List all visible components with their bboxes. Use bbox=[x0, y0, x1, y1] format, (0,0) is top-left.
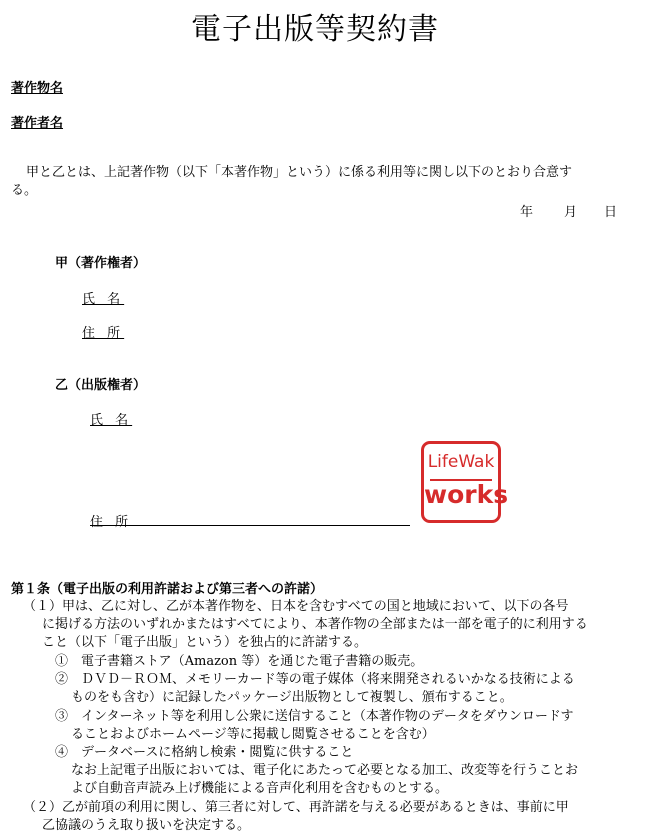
intro-line-2: る。 bbox=[11, 183, 38, 198]
article-1-item-4: ④ データベースに格納し検索・閲覧に供すること bbox=[55, 745, 354, 760]
party-b-address-line bbox=[90, 525, 410, 526]
article-1-p2-line-1: （２）乙が前項の利用に関し、第三者に対して、再許諾を与える必要があるときは、事前に甲 bbox=[23, 800, 569, 815]
party-b-name-label: 氏 名 bbox=[90, 413, 133, 428]
article-1-item-1: ① 電子書籍ストア（Amazon 等）を通じた電子書籍の販売。 bbox=[55, 654, 424, 669]
work-title-label: 著作物名 bbox=[11, 81, 64, 96]
article-1-p1-line-1: （１）甲は、乙に対し、乙が本著作物を、日本を含むすべての国と地域において、以下の各号 bbox=[23, 599, 569, 614]
intro-line-1: 甲と乙とは、上記著作物（以下「本著作物」という）に係る利用等に関し以下のとおり合意す bbox=[26, 165, 573, 180]
stamp-line-1: LifeWak bbox=[427, 452, 495, 472]
article-1-item-3-line-2: ることおよびホームページ等に掲載し閲覧させることを含む） bbox=[71, 727, 435, 742]
article-1-note-line-1: なお上記電子出版においては、電子化にあたって必要となる加工、改変等を行うことお bbox=[71, 763, 579, 778]
article-1-p1-line-2: に掲げる方法のいずれかまたはすべてにより、本著作物の全部または一部を電子的に利用する bbox=[42, 617, 588, 632]
date-day: 日 bbox=[604, 205, 618, 220]
article-1-heading: 第１条（電子出版の利用許諾および第三者への許諾） bbox=[11, 582, 324, 597]
document-title: 電子出版等契約書 bbox=[191, 12, 439, 47]
party-a-name-label: 氏 名 bbox=[82, 292, 125, 307]
article-1-item-2-line-2: ものをも含む）に記録したパッケージ出版物として複製し、頒布すること。 bbox=[71, 690, 513, 705]
article-1-item-2-line-1: ② ＤＶＤ－ＲＯＭ、メモリーカード等の電子媒体（将来開発されるいかなる技術による bbox=[55, 672, 575, 687]
article-1-item-3-line-1: ③ インターネット等を利用し公衆に送信すること（本著作物のデータをダウンロードす bbox=[55, 709, 574, 724]
article-1-p1-line-3: こと（以下「電子出版」という）を独占的に許諾する。 bbox=[42, 635, 368, 650]
party-a-heading: 甲（著作権者） bbox=[55, 256, 147, 271]
date-month: 月 bbox=[564, 205, 578, 220]
party-a-address-label: 住 所 bbox=[82, 326, 125, 341]
party-b-heading: 乙（出版権者） bbox=[55, 378, 147, 393]
stamp-line-2: works bbox=[424, 480, 509, 509]
party-b-address-label: 住 所 bbox=[90, 515, 133, 530]
author-label: 著作者名 bbox=[11, 116, 64, 131]
article-1-note-line-2: よび自動音声読み上げ機能による音声化利用を含むものとする。 bbox=[71, 781, 449, 796]
article-1-p2-line-2: 乙協議のうえ取り扱いを決定する。 bbox=[42, 818, 251, 833]
lifewak-works-stamp bbox=[421, 441, 509, 523]
date-year: 年 bbox=[520, 205, 534, 220]
